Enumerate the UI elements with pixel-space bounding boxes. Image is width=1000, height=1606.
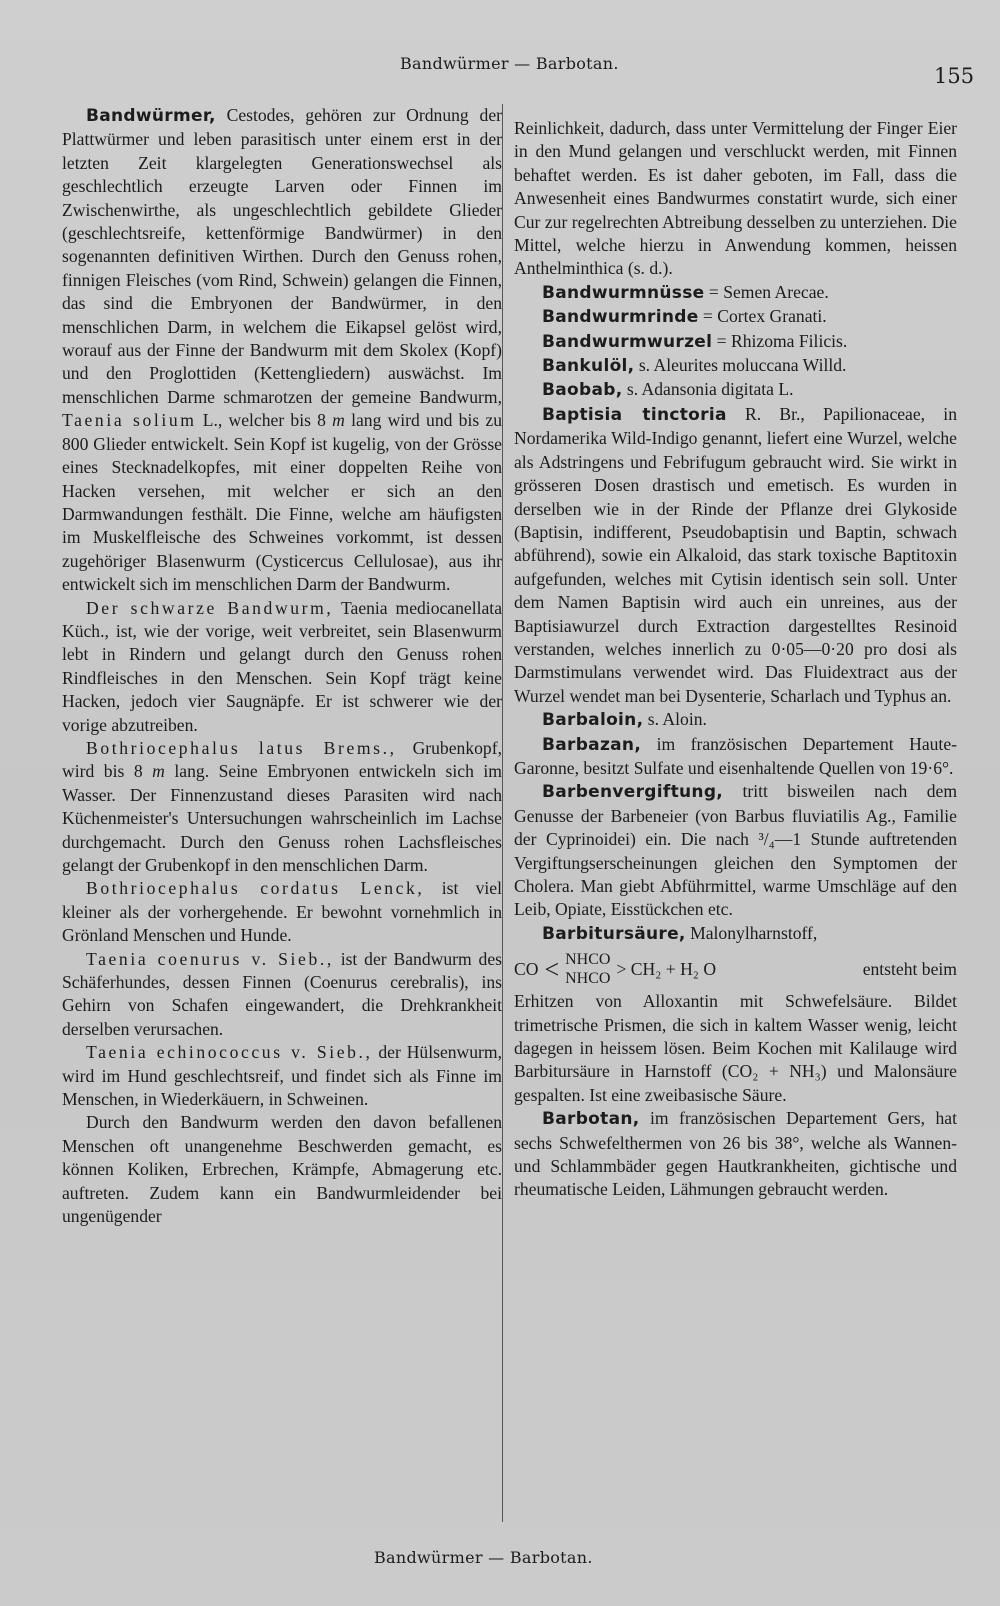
paragraph: Durch den Bandwurm werden den davon befallenen Menschen oft unangenehme Beschwerden gemacht, es können Koliken, Erbrechen, Krämpfe, Abmagerung etc. auftreten. Zudem kann ein Bandwurmleidender bei ungenügender <box>62 1112 502 1227</box>
running-head: Bandwürmer — Barbotan. <box>400 54 619 73</box>
paragraph: Taenia echinococcus v. Sieb., der Hülsenwurm, wird im Hund geschlechtsreif, und findet sich als Finne im Menschen, in Wiederkäuern, in Schweinen. <box>62 1042 502 1110</box>
paragraph: Erhitzen von Alloxantin mit Schwefelsäure. Bildet trimetrische Prismen, die sich in kaltem Wasser wenig, leicht dagegen in heissem lösen. Beim Kochen mit Kalilauge wird Barbitursäure in Harnstoff (CO₂ + NH₃) und Malonsäure gespalten. Ist eine zweibasische Säure. <box>514 991 957 1105</box>
entry-bandwurmnuesse: Bandwurmnüsse = Semen Arecae. <box>542 281 829 303</box>
formula-fraction: NHCO NHCO <box>565 951 611 988</box>
entry-bandwurmwurzel: Bandwurmwurzel = Rhizoma Filicis. <box>542 330 848 352</box>
entry-barbazan: Barbazan, im französischen Departement Haute-Garonne, besitzt Sulfate und eisenhaltende Quellen von 19·6°. <box>514 733 957 778</box>
lemma: Barbazan, <box>542 734 642 755</box>
entry-barbotan: Barbotan, im französischen Departement Gers, hat sechs Schwefelthermen von 26 bis 38°, welche als Wannen- und Schlammbäder gegen Hautkrankheiten, gichtische und rheumatische Leiden, Lähmungen gebraucht werden. <box>514 1108 957 1200</box>
lemma: Barbenvergiftung, <box>542 782 724 803</box>
page-number: 155 <box>934 64 975 88</box>
entry-bankuloel: Bankulöl, s. Aleurites moluccana Willd. <box>542 355 847 377</box>
left-column <box>62 104 502 1229</box>
entry-bandwurmrinde: Bandwurmrinde = Cortex Granati. <box>542 306 827 328</box>
lemma: Bankulöl, <box>542 356 635 377</box>
entry-baobab: Baobab, s. Adansonia digitata L. <box>542 379 794 401</box>
entry-bandwuermer: Bandwürmer, Cestodes, gehören zur Ordnung der Plattwürmer und leben parasitisch unter einem erst in der letzten Zeit klargelegten Generationswechsel als geschlechtlich erzeugte Larven oder Finnen im Zwischenwirthe, als ungeschlechtlich gebildete Glieder (geschlechtsreife, kettenförmige Bandwürmer) in den sogenannten definitiven Wirthen. Durch den Genuss rohen, finnigen Fleisches (vom Rind, Schwein) gelangen die Finnen, das sind die Embryonen der Bandwürmer, in den menschlichen Darm, in welchem die Eikapsel gelöst wird, worauf aus der Finne der Bandwurm mit dem Skolex (Kopf) und den Proglottiden (Kettengliedern) auswächst. Im menschlichen Darme schmarotzen der gemeine Bandwurm, Taenia solium L., welcher bis 8 m lang wird und bis zu 800 Glieder entwickelt. Sein Kopf ist kugelig, von der Grösse eines Stecknadelkopfes, mit einer doppelten Reihe von Hacken versehen, mit welcher er sich an den Darmwandungen festhält. Die Finne, welche am häufigsten im Muskelfleische des Schweines vorkommt, ist dessen zugehöriger Blasenwurm (Cysticercus Cellulosae), aus ihr entwickelt sich im menschlichen Darm der Bandwurm. <box>62 105 502 595</box>
lemma: Barbaloin, <box>542 710 644 731</box>
paragraph: Bothriocephalus latus Brems., Grubenkopf, wird bis 8 m lang. Seine Embryonen entwickeln sich im Wasser. Der Finnenzustand dieses Parasiten wird nach Küchenmeister's Untersuchungen wahrscheinlich im Lachse durchgemacht. Durch den Genuss rohen Lachsfleisches gelangt der Grubenkopf in den menschlichen Darm. <box>62 737 502 875</box>
column-rule <box>502 104 503 1522</box>
entry-baptisia: Baptisia tinctoria R. Br., Papilionaceae, in Nordamerika Wild-Indigo genannt, liefert eine Wurzel, welche als Adstringens und Febrifugum gebraucht wird. Sie wirkt in grösseren Dosen drastisch und emetisch. Es wurden in derselben wie in der Rinde der Pflanze drei Glykoside (Baptisin, indifferent, Pseudobaptisin und Baptin, schwach abführend), sowie ein Alkaloid, das stark toxische Baptitoxin aufgefunden, welches mit Cytisin identisch sein soll. Unter dem Namen Baptisin wird auch ein unreines, aus der Baptisiawurzel durch Extraction dargestelltes Resinoid verstanden, welches innerlich zu 0·05—0·20 pro dosi als Darmstimulans verwendet wird. Das Fluidextract aus der Wurzel wendet man bei Dysenterie, Scharlach und Typhus an. <box>514 403 957 706</box>
lemma: Bandwurmwurzel <box>542 331 713 352</box>
right-column <box>514 117 957 1202</box>
lemma: Barbitursäure, <box>542 923 686 944</box>
lemma: Baobab, <box>542 380 623 401</box>
entry-barbaloin: Barbaloin, s. Aloin. <box>542 709 707 731</box>
paragraph: Bothriocephalus cordatus Lenck, ist viel kleiner als der vorhergehende. Er bewohnt vornehmlich in Grönland Menschen und Hunde. <box>62 878 502 946</box>
paragraph: Reinlichkeit, dadurch, dass unter Vermittelung der Finger Eier in den Mund gelangen und verschluckt werden, mit Finnen behaftet werden. Es ist daher geboten, im Fall, dass die Anwesenheit eines Bandwurmes constatirt wurde, sich einer Cur zur regelrechten Abtreibung desselben zu unterziehen. Die Mittel, welche hierzu in Anwendung kommen, heissen Anthelminthica (s. d.). <box>514 118 957 279</box>
entry-barbenvergiftung: Barbenvergiftung, tritt bisweilen nach dem Genusse der Barbeneier (von Barbus fluviatilis Ag., Familie der Cyprinoidei) ein. Die nach ³/₄—1 Stunde auftretenden Vergiftungserscheinungen gleichen den Symptomen der Cholera. Man giebt Abführmittel, warme Umschläge auf den Leib, Opiate, Eisstückchen etc. <box>514 781 957 920</box>
lemma: Bandwurmrinde <box>542 307 699 328</box>
lemma: Barbotan, <box>542 1109 640 1130</box>
paragraph: Der schwarze Bandwurm, Taenia mediocanellata Küch., ist, wie der vorige, weit verbreitet, sein Blasenwurm lebt in Rindern und gelangt durch den Genuss rohen Rindfleisches in den Menschen. Sein Kopf trägt keine Hacken, jedoch vier Saugnäpfe. Er ist schwerer wie der vorige abzutreiben. <box>62 597 502 735</box>
lemma: Bandwürmer, <box>86 106 216 126</box>
chemical-formula: CO < NHCO NHCO > CH₂ + H₂ O entsteht beim <box>514 951 957 988</box>
page-footer: Bandwürmer — Barbotan. <box>374 1548 593 1567</box>
paragraph: Taenia coenurus v. Sieb., ist der Bandwurm des Schäferhundes, dessen Finnen (Coenurus cerebralis), ins Gehirn von Schafen eingewandert, die Drehkrankheit derselben verursachen. <box>62 948 502 1039</box>
lemma: Baptisia tinctoria <box>542 404 727 425</box>
entry-barbitursaeure: Barbitursäure, Malonylharnstoff, <box>542 922 818 944</box>
lemma: Bandwurmnüsse <box>542 282 705 303</box>
species-name: Taenia solium <box>62 410 197 431</box>
